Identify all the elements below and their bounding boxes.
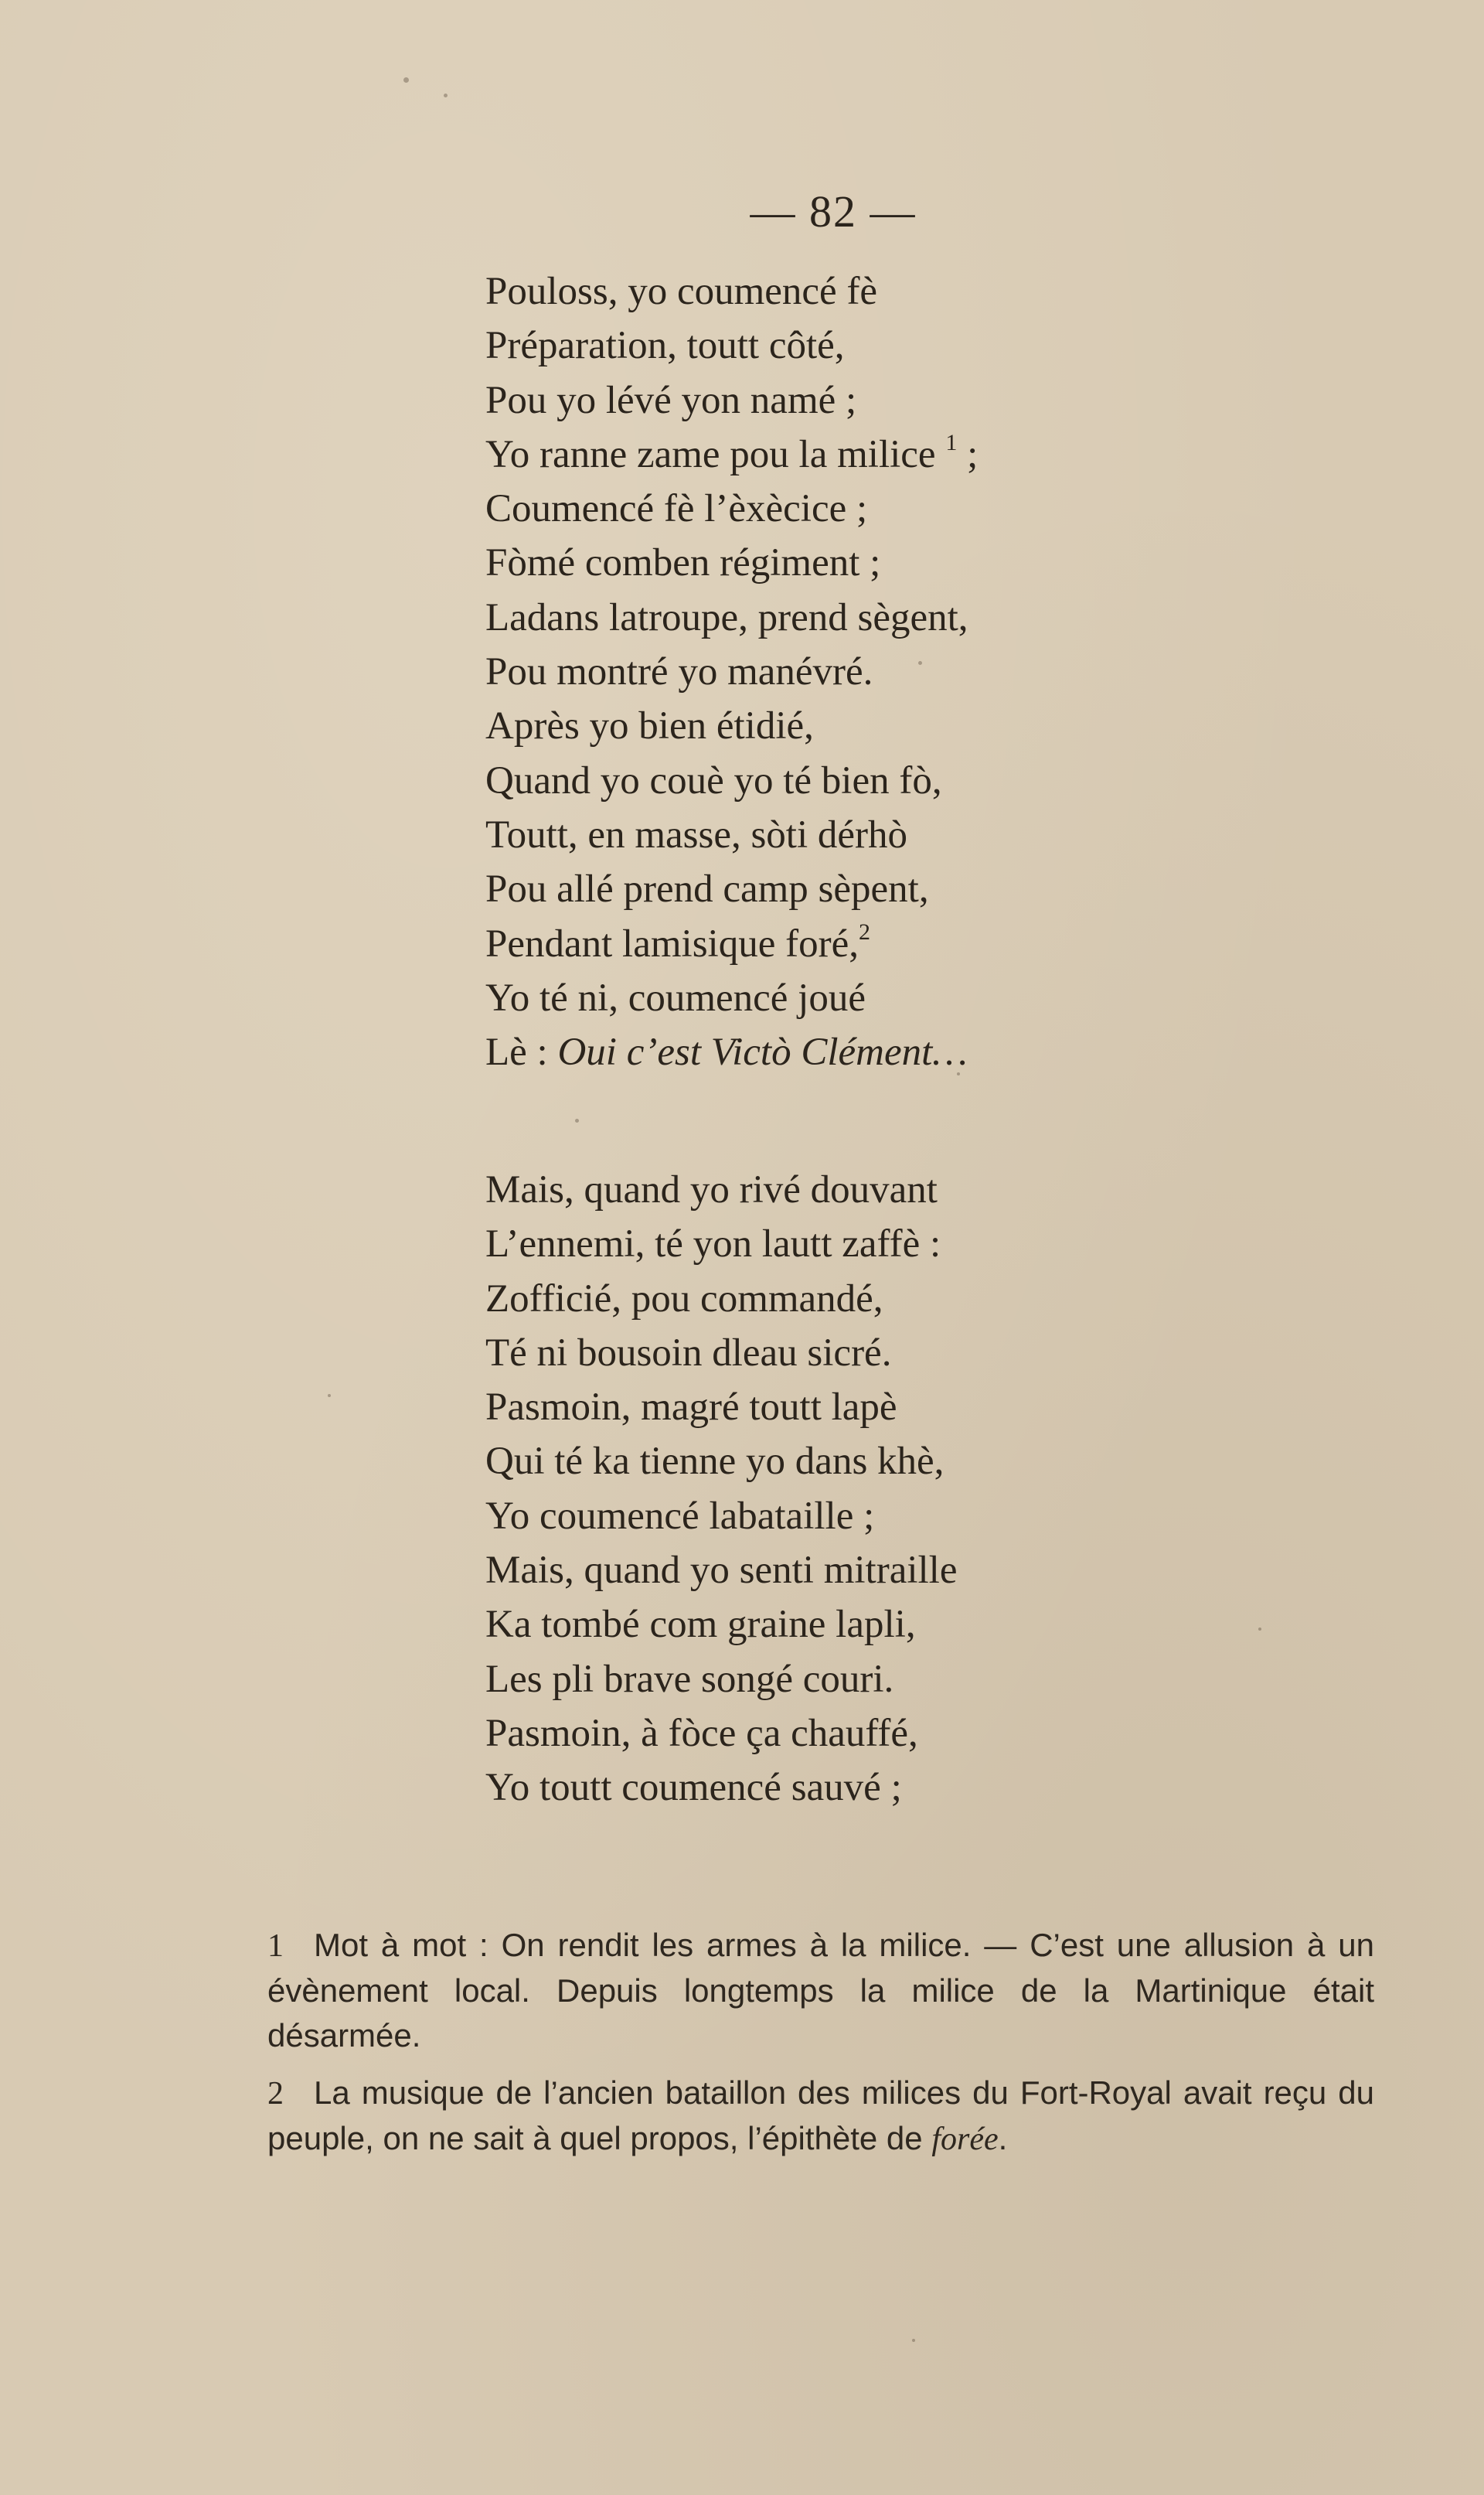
verse-line: Coumencé fè l’èxècice ; xyxy=(485,487,868,531)
footnote-1 xyxy=(267,1923,1374,2058)
verse-line: Pouloss, yo coumencé fè xyxy=(485,270,878,313)
song-title-italic: Oui c’est Victò Clément… xyxy=(557,1031,968,1075)
footnote-2 xyxy=(267,2071,1374,2162)
verse-line-with-note xyxy=(485,428,978,482)
verse-line: Pou montré yo manévré. xyxy=(485,650,873,694)
verse-line: L’ennemi, té yon lautt zaffè : xyxy=(485,1222,941,1266)
verse-punct: ; xyxy=(957,432,979,476)
verse-line: Pou yo lévé yon namé ; xyxy=(485,378,857,422)
verse-line: Zofficié, pou commandé, xyxy=(485,1276,883,1321)
paper-speck xyxy=(912,2339,915,2342)
paper-speck xyxy=(1258,1628,1261,1631)
paper-speck xyxy=(444,94,448,97)
verse-line: Yo té ni, coumencé joué xyxy=(485,976,866,1020)
verse-line: Pasmoin, à fòce ça chauffé, xyxy=(485,1711,918,1755)
verse-line: Té ni bousoin dleau sicré. xyxy=(485,1331,892,1375)
verse-line-with-note xyxy=(485,917,978,971)
footnote-number: 1 xyxy=(267,1928,284,1964)
footnote-italic-word: forée xyxy=(931,2122,999,2157)
verse-line: Quand yo couè yo té bien fò, xyxy=(485,758,942,803)
paper-speck xyxy=(575,1119,579,1123)
verse-line: Mais, quand yo senti mitraille xyxy=(485,1549,958,1593)
verse-line: Yo toutt coumencé sauvé ; xyxy=(485,1766,902,1810)
paper-speck xyxy=(328,1394,331,1397)
verse-line: Mais, quand yo rivé douvant xyxy=(485,1168,938,1212)
footnote-text: La musique de l’ancien bataillon des milices du Fort-Royal avait reçu du peuple, on ne sait à quel propos, l’épithète de xyxy=(267,2074,1374,2156)
footnote-number: 2 xyxy=(267,2076,284,2112)
footnote-end: . xyxy=(998,2120,1008,2156)
verse-line: Pou allé prend camp sèpent, xyxy=(485,867,929,912)
verse-line: Fòmé comben régiment ; xyxy=(485,541,881,585)
verse-text: Pendant lamisique foré, xyxy=(485,922,859,966)
verse-line: Préparation, toutt côté, xyxy=(485,324,845,368)
verse-line: Pasmoin, magré toutt lapè xyxy=(485,1386,897,1430)
verse-line-with-italic xyxy=(485,1025,978,1079)
footnote-text: Mot à mot : On rendit les armes à la milice. — C’est une allusion à un évènement local. Depuis longtemps la milice de la Martinique était désarmée. xyxy=(267,1927,1374,2054)
poem-stanza-2 xyxy=(485,1163,957,1815)
verse-line: Après yo bien étidié, xyxy=(485,704,814,748)
verse-text: Lè : xyxy=(485,1031,548,1075)
verse-line: Ladans latroupe, prend sègent, xyxy=(485,595,968,639)
verse-line: Toutt, en masse, sòti dérhò xyxy=(485,813,908,857)
footnotes xyxy=(267,1923,1374,2174)
paper-speck xyxy=(918,661,922,665)
footnote-ref-1: 1 xyxy=(945,429,958,455)
paper-speck xyxy=(957,1072,960,1075)
poem-stanza-1 xyxy=(485,264,978,1079)
page-number: — 82 — xyxy=(750,186,917,237)
paper-speck xyxy=(403,77,409,83)
verse-line: Ka tombé com graine lapli, xyxy=(485,1603,916,1647)
footnote-ref-2: 2 xyxy=(858,919,870,945)
verse-text: Yo ranne zame pou la milice xyxy=(485,432,936,476)
verse-line: Qui té ka tienne yo dans khè, xyxy=(485,1440,945,1484)
verse-line: Les pli brave songé couri. xyxy=(485,1657,894,1701)
verse-line: Yo coumencé labataille ; xyxy=(485,1494,875,1538)
